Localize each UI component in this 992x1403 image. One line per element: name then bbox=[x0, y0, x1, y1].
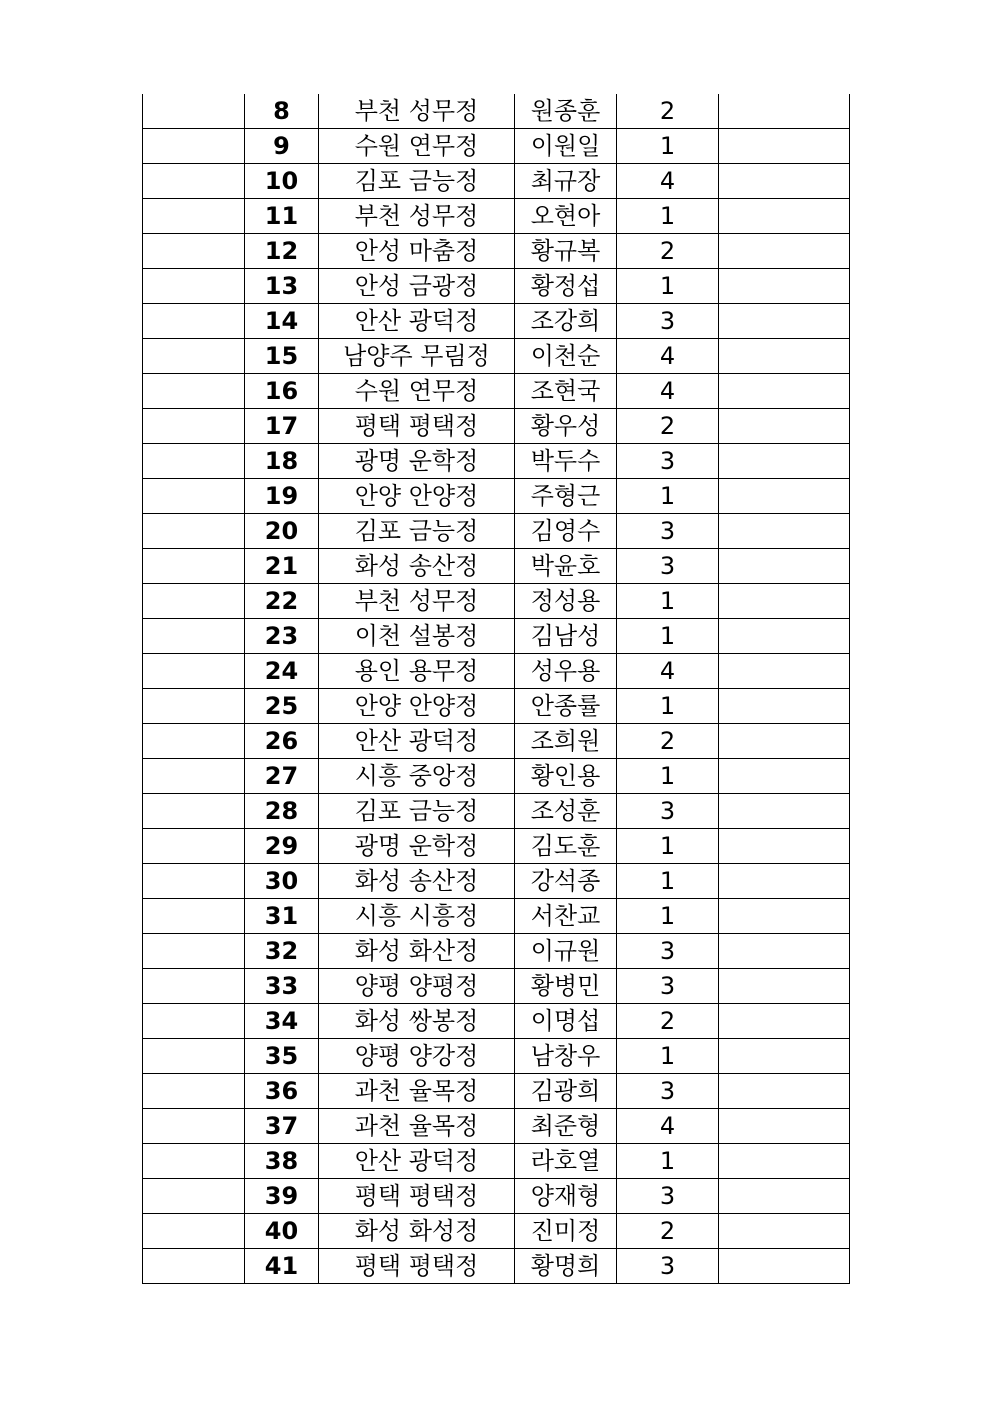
table-row bbox=[143, 94, 850, 129]
note-cell bbox=[719, 689, 850, 724]
table-row bbox=[143, 1109, 850, 1144]
blank-cell bbox=[143, 899, 245, 934]
blank-cell bbox=[143, 514, 245, 549]
entry-number: 29 bbox=[245, 829, 319, 864]
table-row bbox=[143, 654, 850, 689]
note-cell bbox=[719, 479, 850, 514]
archer-name: 김영수 bbox=[515, 514, 617, 549]
table-row bbox=[143, 409, 850, 444]
entry-count: 3 bbox=[617, 549, 719, 584]
entry-count: 3 bbox=[617, 934, 719, 969]
entry-count: 4 bbox=[617, 374, 719, 409]
table-row bbox=[143, 689, 850, 724]
blank-cell bbox=[143, 549, 245, 584]
archer-name: 김광희 bbox=[515, 1074, 617, 1109]
entry-count: 3 bbox=[617, 794, 719, 829]
entry-number: 21 bbox=[245, 549, 319, 584]
club-name: 수원 연무정 bbox=[319, 129, 515, 164]
entry-number: 35 bbox=[245, 1039, 319, 1074]
note-cell bbox=[719, 584, 850, 619]
note-cell bbox=[719, 619, 850, 654]
club-name: 평택 평택정 bbox=[319, 409, 515, 444]
note-cell bbox=[719, 1039, 850, 1074]
blank-cell bbox=[143, 339, 245, 374]
blank-cell bbox=[143, 1004, 245, 1039]
club-name: 부천 성무정 bbox=[319, 199, 515, 234]
note-cell bbox=[719, 1004, 850, 1039]
entry-number: 27 bbox=[245, 759, 319, 794]
entry-number: 26 bbox=[245, 724, 319, 759]
entry-number: 9 bbox=[245, 129, 319, 164]
blank-cell bbox=[143, 199, 245, 234]
archer-name: 주형근 bbox=[515, 479, 617, 514]
document-page bbox=[142, 94, 849, 1284]
archer-name: 양재형 bbox=[515, 1179, 617, 1214]
note-cell bbox=[719, 899, 850, 934]
club-name: 광명 운학정 bbox=[319, 444, 515, 479]
club-name: 김포 금능정 bbox=[319, 514, 515, 549]
entry-count: 1 bbox=[617, 829, 719, 864]
club-name: 부천 성무정 bbox=[319, 94, 515, 129]
table-row bbox=[143, 899, 850, 934]
club-name: 수원 연무정 bbox=[319, 374, 515, 409]
entry-count: 3 bbox=[617, 1074, 719, 1109]
table-row bbox=[143, 164, 850, 199]
note-cell bbox=[719, 514, 850, 549]
table-row bbox=[143, 934, 850, 969]
archer-name: 이천순 bbox=[515, 339, 617, 374]
note-cell bbox=[719, 339, 850, 374]
entry-number: 11 bbox=[245, 199, 319, 234]
archer-name: 김남성 bbox=[515, 619, 617, 654]
blank-cell bbox=[143, 584, 245, 619]
table-row bbox=[143, 444, 850, 479]
table-row bbox=[143, 549, 850, 584]
archer-name: 서찬교 bbox=[515, 899, 617, 934]
club-name: 안산 광덕정 bbox=[319, 304, 515, 339]
entry-number: 25 bbox=[245, 689, 319, 724]
table-row bbox=[143, 584, 850, 619]
entry-count: 3 bbox=[617, 514, 719, 549]
club-name: 이천 설봉정 bbox=[319, 619, 515, 654]
archer-name: 남창우 bbox=[515, 1039, 617, 1074]
blank-cell bbox=[143, 374, 245, 409]
entry-count: 4 bbox=[617, 164, 719, 199]
blank-cell bbox=[143, 479, 245, 514]
archer-name: 최준형 bbox=[515, 1109, 617, 1144]
entry-number: 41 bbox=[245, 1249, 319, 1284]
note-cell bbox=[719, 304, 850, 339]
entry-number: 32 bbox=[245, 934, 319, 969]
note-cell bbox=[719, 759, 850, 794]
blank-cell bbox=[143, 759, 245, 794]
entry-number: 39 bbox=[245, 1179, 319, 1214]
archer-name: 황인용 bbox=[515, 759, 617, 794]
club-name: 양평 양강정 bbox=[319, 1039, 515, 1074]
archer-name: 오현아 bbox=[515, 199, 617, 234]
club-name: 평택 평택정 bbox=[319, 1179, 515, 1214]
archer-name: 조성훈 bbox=[515, 794, 617, 829]
entry-count: 4 bbox=[617, 339, 719, 374]
club-name: 평택 평택정 bbox=[319, 1249, 515, 1284]
archer-name: 조희원 bbox=[515, 724, 617, 759]
club-name: 화성 화성정 bbox=[319, 1214, 515, 1249]
note-cell bbox=[719, 1249, 850, 1284]
archer-name: 황규복 bbox=[515, 234, 617, 269]
entry-count: 1 bbox=[617, 619, 719, 654]
table-row bbox=[143, 619, 850, 654]
table-row bbox=[143, 199, 850, 234]
entry-count: 2 bbox=[617, 1004, 719, 1039]
note-cell bbox=[719, 934, 850, 969]
table-row bbox=[143, 1249, 850, 1284]
entry-count: 2 bbox=[617, 94, 719, 129]
entry-number: 37 bbox=[245, 1109, 319, 1144]
entry-count: 1 bbox=[617, 689, 719, 724]
club-name: 화성 쌍봉정 bbox=[319, 1004, 515, 1039]
note-cell bbox=[719, 864, 850, 899]
participant-table-body bbox=[143, 94, 850, 1284]
note-cell bbox=[719, 234, 850, 269]
entry-count: 3 bbox=[617, 969, 719, 1004]
entry-number: 36 bbox=[245, 1074, 319, 1109]
blank-cell bbox=[143, 1109, 245, 1144]
table-row bbox=[143, 374, 850, 409]
archer-name: 황우성 bbox=[515, 409, 617, 444]
entry-number: 15 bbox=[245, 339, 319, 374]
table-row bbox=[143, 724, 850, 759]
entry-number: 18 bbox=[245, 444, 319, 479]
blank-cell bbox=[143, 969, 245, 1004]
club-name: 광명 운학정 bbox=[319, 829, 515, 864]
note-cell bbox=[719, 199, 850, 234]
note-cell bbox=[719, 444, 850, 479]
club-name: 시흥 시흥정 bbox=[319, 899, 515, 934]
entry-count: 4 bbox=[617, 654, 719, 689]
note-cell bbox=[719, 1074, 850, 1109]
table-row bbox=[143, 969, 850, 1004]
archer-name: 조현국 bbox=[515, 374, 617, 409]
blank-cell bbox=[143, 1179, 245, 1214]
table-row bbox=[143, 1039, 850, 1074]
entry-count: 1 bbox=[617, 479, 719, 514]
note-cell bbox=[719, 724, 850, 759]
table-row bbox=[143, 1074, 850, 1109]
note-cell bbox=[719, 1144, 850, 1179]
note-cell bbox=[719, 374, 850, 409]
club-name: 김포 금능정 bbox=[319, 794, 515, 829]
entry-count: 3 bbox=[617, 304, 719, 339]
entry-count: 3 bbox=[617, 1249, 719, 1284]
blank-cell bbox=[143, 794, 245, 829]
entry-count: 1 bbox=[617, 269, 719, 304]
note-cell bbox=[719, 94, 850, 129]
entry-number: 17 bbox=[245, 409, 319, 444]
table-row bbox=[143, 1214, 850, 1249]
blank-cell bbox=[143, 654, 245, 689]
club-name: 안양 안양정 bbox=[319, 479, 515, 514]
entry-count: 2 bbox=[617, 234, 719, 269]
archer-name: 이원일 bbox=[515, 129, 617, 164]
entry-count: 4 bbox=[617, 1109, 719, 1144]
entry-number: 30 bbox=[245, 864, 319, 899]
entry-count: 1 bbox=[617, 899, 719, 934]
club-name: 시흥 중앙정 bbox=[319, 759, 515, 794]
table-row bbox=[143, 794, 850, 829]
entry-number: 34 bbox=[245, 1004, 319, 1039]
entry-count: 2 bbox=[617, 1214, 719, 1249]
note-cell bbox=[719, 829, 850, 864]
archer-name: 박두수 bbox=[515, 444, 617, 479]
blank-cell bbox=[143, 1249, 245, 1284]
archer-name: 이명섭 bbox=[515, 1004, 617, 1039]
entry-number: 20 bbox=[245, 514, 319, 549]
blank-cell bbox=[143, 829, 245, 864]
blank-cell bbox=[143, 234, 245, 269]
entry-number: 19 bbox=[245, 479, 319, 514]
blank-cell bbox=[143, 1144, 245, 1179]
archer-name: 박윤호 bbox=[515, 549, 617, 584]
club-name: 안성 마춤정 bbox=[319, 234, 515, 269]
archer-name: 조강희 bbox=[515, 304, 617, 339]
archer-name: 강석종 bbox=[515, 864, 617, 899]
note-cell bbox=[719, 549, 850, 584]
club-name: 화성 송산정 bbox=[319, 549, 515, 584]
entry-count: 3 bbox=[617, 444, 719, 479]
entry-count: 3 bbox=[617, 1179, 719, 1214]
table-row bbox=[143, 304, 850, 339]
blank-cell bbox=[143, 724, 245, 759]
archer-name: 이규원 bbox=[515, 934, 617, 969]
entry-number: 10 bbox=[245, 164, 319, 199]
note-cell bbox=[719, 969, 850, 1004]
entry-number: 14 bbox=[245, 304, 319, 339]
entry-count: 1 bbox=[617, 1039, 719, 1074]
blank-cell bbox=[143, 689, 245, 724]
table-row bbox=[143, 234, 850, 269]
archer-name: 황병민 bbox=[515, 969, 617, 1004]
entry-count: 1 bbox=[617, 129, 719, 164]
table-row bbox=[143, 829, 850, 864]
table-row bbox=[143, 1004, 850, 1039]
table-row bbox=[143, 269, 850, 304]
entry-number: 12 bbox=[245, 234, 319, 269]
blank-cell bbox=[143, 934, 245, 969]
blank-cell bbox=[143, 269, 245, 304]
table-row bbox=[143, 479, 850, 514]
note-cell bbox=[719, 409, 850, 444]
entry-number: 22 bbox=[245, 584, 319, 619]
blank-cell bbox=[143, 304, 245, 339]
archer-name: 성우용 bbox=[515, 654, 617, 689]
archer-name: 정성용 bbox=[515, 584, 617, 619]
entry-count: 1 bbox=[617, 199, 719, 234]
entry-number: 40 bbox=[245, 1214, 319, 1249]
club-name: 화성 송산정 bbox=[319, 864, 515, 899]
note-cell bbox=[719, 794, 850, 829]
note-cell bbox=[719, 1214, 850, 1249]
club-name: 안산 광덕정 bbox=[319, 724, 515, 759]
entry-count: 1 bbox=[617, 1144, 719, 1179]
blank-cell bbox=[143, 444, 245, 479]
archer-name: 최규장 bbox=[515, 164, 617, 199]
club-name: 과천 율목정 bbox=[319, 1109, 515, 1144]
table-row bbox=[143, 129, 850, 164]
blank-cell bbox=[143, 1074, 245, 1109]
club-name: 용인 용무정 bbox=[319, 654, 515, 689]
entry-number: 23 bbox=[245, 619, 319, 654]
blank-cell bbox=[143, 94, 245, 129]
archer-name: 황명희 bbox=[515, 1249, 617, 1284]
note-cell bbox=[719, 269, 850, 304]
entry-number: 38 bbox=[245, 1144, 319, 1179]
blank-cell bbox=[143, 409, 245, 444]
club-name: 과천 율목정 bbox=[319, 1074, 515, 1109]
club-name: 안양 안양정 bbox=[319, 689, 515, 724]
entry-count: 1 bbox=[617, 759, 719, 794]
club-name: 양평 양평정 bbox=[319, 969, 515, 1004]
note-cell bbox=[719, 129, 850, 164]
blank-cell bbox=[143, 619, 245, 654]
archer-name: 황정섭 bbox=[515, 269, 617, 304]
club-name: 부천 성무정 bbox=[319, 584, 515, 619]
entry-number: 28 bbox=[245, 794, 319, 829]
entry-number: 33 bbox=[245, 969, 319, 1004]
blank-cell bbox=[143, 164, 245, 199]
table-row bbox=[143, 339, 850, 374]
club-name: 안산 광덕정 bbox=[319, 1144, 515, 1179]
archer-name: 진미정 bbox=[515, 1214, 617, 1249]
entry-number: 16 bbox=[245, 374, 319, 409]
club-name: 남양주 무림정 bbox=[319, 339, 515, 374]
blank-cell bbox=[143, 1214, 245, 1249]
entry-count: 2 bbox=[617, 409, 719, 444]
entry-number: 24 bbox=[245, 654, 319, 689]
blank-cell bbox=[143, 864, 245, 899]
club-name: 화성 화산정 bbox=[319, 934, 515, 969]
entry-count: 1 bbox=[617, 584, 719, 619]
table-row bbox=[143, 759, 850, 794]
entry-number: 13 bbox=[245, 269, 319, 304]
table-row bbox=[143, 514, 850, 549]
archer-name: 라호열 bbox=[515, 1144, 617, 1179]
entry-count: 1 bbox=[617, 864, 719, 899]
archer-name: 원종훈 bbox=[515, 94, 617, 129]
blank-cell bbox=[143, 1039, 245, 1074]
table-row bbox=[143, 1144, 850, 1179]
club-name: 안성 금광정 bbox=[319, 269, 515, 304]
participant-table bbox=[142, 94, 850, 1284]
note-cell bbox=[719, 654, 850, 689]
entry-number: 31 bbox=[245, 899, 319, 934]
note-cell bbox=[719, 1109, 850, 1144]
club-name: 김포 금능정 bbox=[319, 164, 515, 199]
archer-name: 안종률 bbox=[515, 689, 617, 724]
archer-name: 김도훈 bbox=[515, 829, 617, 864]
note-cell bbox=[719, 1179, 850, 1214]
entry-number: 8 bbox=[245, 94, 319, 129]
table-row bbox=[143, 1179, 850, 1214]
blank-cell bbox=[143, 129, 245, 164]
entry-count: 2 bbox=[617, 724, 719, 759]
note-cell bbox=[719, 164, 850, 199]
table-row bbox=[143, 864, 850, 899]
